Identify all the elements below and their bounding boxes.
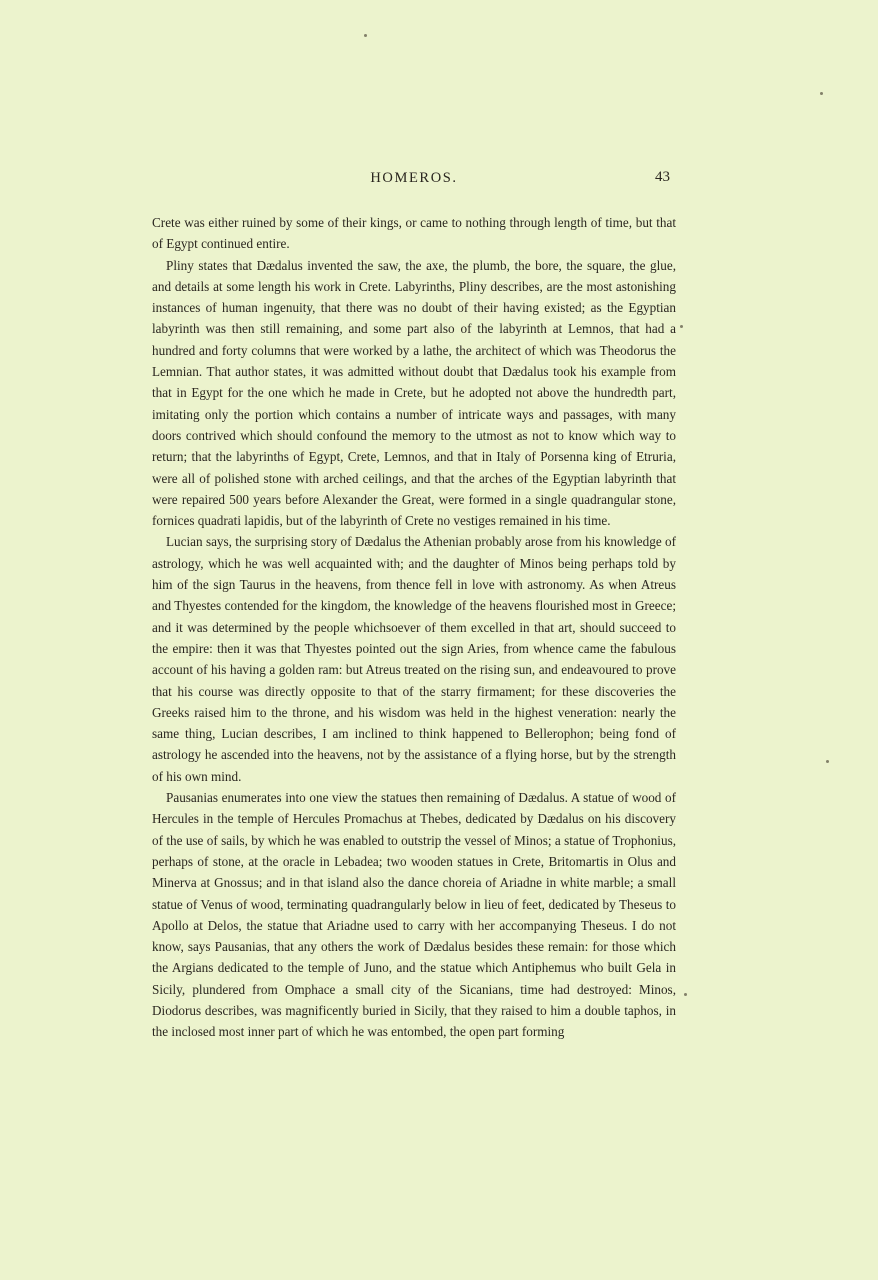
paper-speck [680, 325, 683, 328]
paper-speck [820, 92, 823, 95]
paper-speck [826, 760, 829, 763]
paragraph-crete: Crete was either ruined by some of their kings, or came to nothing through length of time, but that of Egypt continued entire. [152, 215, 676, 252]
page-number: 43 [655, 169, 670, 185]
page-header [152, 167, 676, 191]
body-text [152, 212, 676, 1043]
running-title: HOMEROS. [370, 170, 458, 186]
paper-speck [364, 34, 367, 37]
paragraph-pliny: Pliny states that Dædalus invented the saw, the axe, the plumb, the bore, the square, the glue, and details at some length his work in Crete. Labyrinths, Pliny describes, are the most astonishing instances of human ingenuity, that there was no doubt of their having existed; as the Egyptian labyrinth was then still remaining, and some part also of the labyrinth at Lemnos, that had a hundred and forty columns that were worked by a lathe, the architect of which was Theodorus the Lemnian. That author states, it was admitted without doubt that Dædalus took his example from that in Egypt for the one which he made in Crete, but he adopted not above the hundredth part, imitating only the portion which contains a number of intricate ways and passages, with many doors contrived which should confound the memory to the utmost as not to know which way to return; that the labyrinths of Egypt, Crete, Lemnos, and that in Italy of Porsenna king of Etruria, were all of polished stone with arched ceilings, and that the arches of the Egyptian labyrinth that were repaired 500 years before Alexander the Great, were formed in a single quadrangular stone, fornices quadrati lapidis, but of the labyrinth of Crete no vestiges remained in his time. [152, 257, 676, 529]
paragraph-pausanias: Pausanias enumerates into one view the statues then remaining of Dædalus. A statue of wood of Hercules in the temple of Hercules Promachus at Thebes, dedicated by Dædalus on his discovery of the use of sails, by which he was enabled to outstrip the vessel of Minos; a statue of Trophonius, perhaps of stone, at the oracle in Lebadea; two wooden statues in Crete, Britomartis in Olus and Minerva at Gnossus; and in that island also the dance choreia of Ariadne in white marble; a small statue of Venus of wood, terminating quadrangularly below in lieu of feet, dedicated by Theseus to Apollo at Delos, the statue that Ariadne used to carry with her accompanying Theseus. I do not know, says Pausanias, that any others the work of Dædalus besides these remain: for those which the Argians dedicated to the temple of Juno, and the statue which Antiphemus who built Gela in Sicily, plundered from Omphace a small city of the Sicanians, time had destroyed: Minos, Diodorus describes, was magnificently buried in Sicily, that they raised to him a double taphos, in the inclosed most inner part of which he was entombed, the open part forming [152, 790, 676, 1040]
paper-speck [684, 993, 687, 996]
paragraph-lucian: Lucian says, the surprising story of Dædalus the Athenian probably arose from his knowledge of astrology, which he was well acquainted with; and the daughter of Minos being perhaps told by him of the sign Taurus in the heavens, from thence fell in love with astronomy. As when Atreus and Thyestes contended for the kingdom, the knowledge of the heavens flourished most in Greece; and it was determined by the people whichsoever of them excelled in that art, should succeed to the empire: then it was that Thyestes pointed out the sign Aries, from whence came the fabulous account of his having a golden ram: but Atreus treated on the rising sun, and endeavoured to prove that his course was directly opposite to that of the starry firmament; for these discoveries the Greeks raised him to the throne, and his wisdom was held in the highest veneration: nearly the same thing, Lucian describes, I am inclined to think happened to Bellerophon; being fond of astrology he ascended into the heavens, not by the assistance of a flying horse, but by the strength of his own mind. [152, 534, 676, 784]
